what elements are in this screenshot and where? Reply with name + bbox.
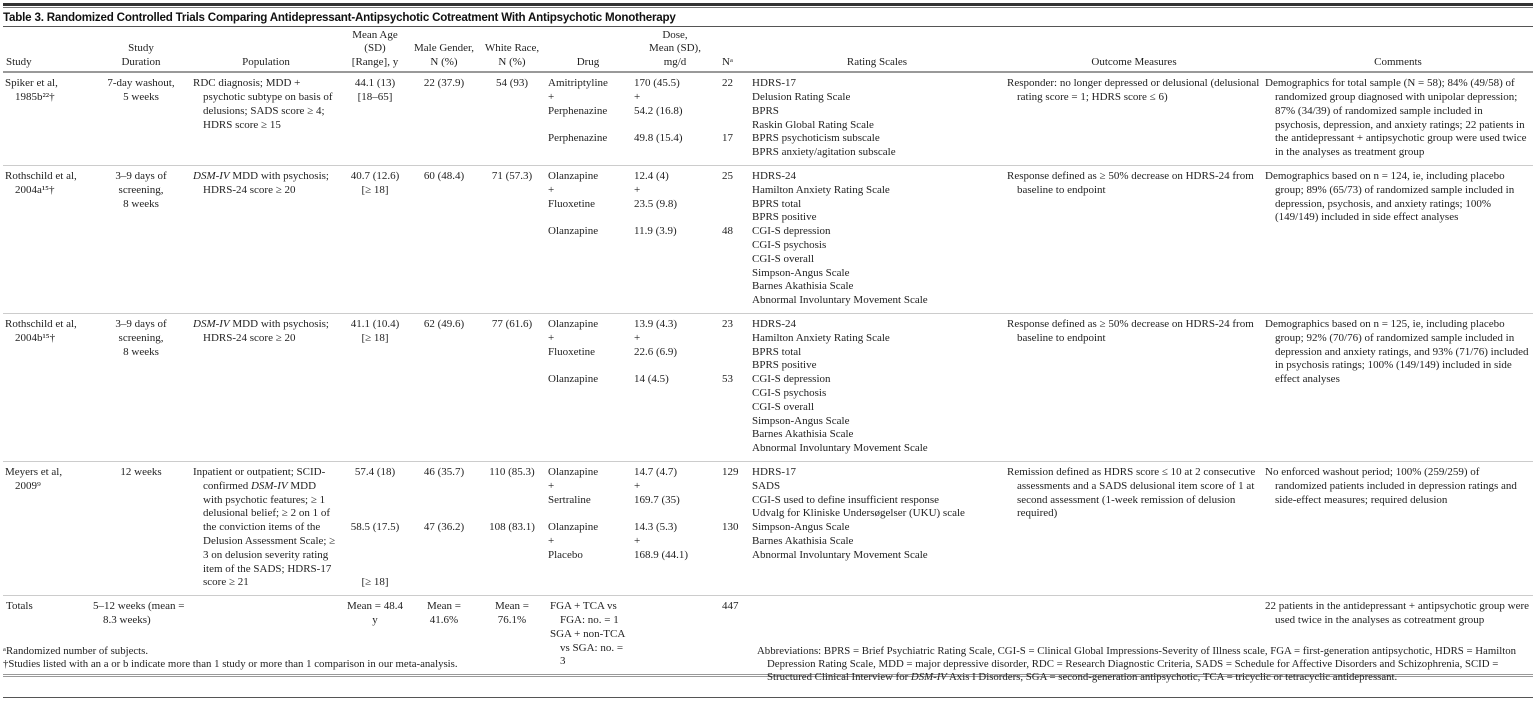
cell-n: 129 130 <box>719 461 749 595</box>
header-outcome: Outcome Measures <box>1005 27 1263 73</box>
abbr-italic: DSM-IV <box>910 671 947 684</box>
header-dose: Dose, Mean (SD), mg/d <box>631 27 719 73</box>
abbr-text: Abbreviations: BPRS = Brief Psychiatric Rating Scale, CGI-S = Clinical Global Impressions-Severity of Illness scale, FGA = first-generation antipsychotic, HDRS = Hamilton Depression Rating Scale, MDD = major depressive disorder, RDC = Research Diagnostic Criteria, SADS = Schedule for Affective Disorders and Schizophrenia, SCID = Structured Clinical Interview for <box>757 645 1517 684</box>
totals-male: Mean = 41.6% <box>409 596 479 676</box>
cell-rating-scales: HDRS-17 SADS CGI-S used to define insufficient response Udvalg for Kliniske Undersøgelser (UKU) scale Simpson-Angus Scale Barnes Akathisia Scale Abnormal Involuntary Movement Scale <box>749 461 1005 595</box>
cell-outcome: Response defined as ≥ 50% decrease on HDRS-24 from baseline to endpoint <box>1005 166 1263 314</box>
cell-rating-scales: HDRS-17 Delusion Rating Scale BPRS Raskin Global Rating Scale BPRS psychoticism subscale BPRS anxiety/agitation subscale <box>749 72 1005 165</box>
totals-drug-comparison: SGA + non-TCA vs SGA: no. = 3 <box>550 627 625 668</box>
cell-population <box>191 166 341 314</box>
header-rating: Rating Scales <box>749 27 1005 73</box>
cell-n: 22 17 <box>719 72 749 165</box>
cell-white-race: 110 (85.3) 108 (83.1) <box>479 461 545 595</box>
cell-comments: No enforced washout period; 100% (259/259) of randomized patients included in depression ratings and side-effect measures; required delusion <box>1263 461 1533 595</box>
cell-outcome: Responder: no longer depressed or delusional (delusional rating score = 1; HDRS score ≤ 6) <box>1005 72 1263 165</box>
cell-study: Meyers et al, 2009⁹ <box>3 461 91 595</box>
footnotes-left <box>3 645 743 671</box>
cell-population <box>191 72 341 165</box>
header-duration: Study Duration <box>91 27 191 73</box>
header-comments: Comments <box>1263 27 1533 73</box>
cell-mean-age: 44.1 (13) [18–65] <box>341 72 409 165</box>
header-drug: Drug <box>545 27 631 73</box>
population-italic: DSM-IV <box>250 479 288 492</box>
cell-white-race: 77 (61.6) <box>479 313 545 461</box>
cell-outcome: Remission defined as HDRS score ≤ 10 at 2 consecutive assessments and a SADS delusional item score of 1 at second assessment (1-week remission of delusion required) <box>1005 461 1263 595</box>
population-italic: DSM-IV <box>193 317 230 330</box>
top-rule <box>3 3 1533 6</box>
cell-rating-scales: HDRS-24 Hamilton Anxiety Rating Scale BPRS total BPRS positive CGI-S depression CGI-S psychosis CGI-S overall Simpson-Angus Scale Barnes Akathisia Scale Abnormal Involuntary Movement Scale <box>749 313 1005 461</box>
cell-drug: Amitriptyline + Perphenazine Perphenazine <box>545 72 631 165</box>
footnote-a: ᵃRandomized number of subjects. <box>3 645 149 657</box>
population-italic: DSM-IV <box>193 170 230 182</box>
totals-duration: 5–12 weeks (mean = 8.3 weeks) <box>91 596 191 676</box>
cell-drug: Olanzapine + Fluoxetine Olanzapine <box>545 313 631 461</box>
abbreviations <box>757 645 1536 685</box>
cell-comments: Demographics for total sample (N = 58); 84% (49/58) of randomized group diagnosed with unipolar depression; 87% (34/39) of randomized sample included in psychosis, depression, and anxiety ratings; 22 patients in the antidepressant + antipsychotic group were used twice in the analyses as treatment group <box>1263 72 1533 165</box>
cell-population <box>191 313 341 461</box>
cell-duration: 12 weeks <box>91 461 191 595</box>
table-title: Table 3. Randomized Controlled Trials Comparing Antidepressant-Antipsychotic Cotreatment With Antipsychotic Monotherapy <box>3 11 676 24</box>
population-text-end: MDD with psychosis; HDRS-24 score ≥ 20 <box>203 170 329 196</box>
table-row <box>3 313 1533 461</box>
totals-label: Totals <box>3 596 91 676</box>
header-study: Study <box>3 27 91 73</box>
cell-dose: 13.9 (4.3) + 22.6 (6.9) 14 (4.5) <box>631 313 719 461</box>
totals-mean-age: Mean = 48.4 y <box>341 596 409 676</box>
cell-drug: Olanzapine + Fluoxetine Olanzapine <box>545 166 631 314</box>
population-text-end: MDD with psychosis; HDRS-24 score ≥ 20 <box>203 317 329 344</box>
bottom-rule <box>3 697 1533 698</box>
cell-dose: 12.4 (4) + 23.5 (9.8) 11.9 (3.9) <box>631 166 719 314</box>
cell-dose: 170 (45.5) + 54.2 (16.8) 49.8 (15.4) <box>631 72 719 165</box>
cell-rating-scales: HDRS-24 Hamilton Anxiety Rating Scale BPRS total BPRS positive CGI-S depression CGI-S psychosis CGI-S overall Simpson-Angus Scale Barnes Akathisia Scale Abnormal Involuntary Movement Scale <box>749 166 1005 314</box>
cell-duration: 7-day washout, 5 weeks <box>91 72 191 165</box>
totals-n: 447 <box>719 596 749 676</box>
cell-mean-age: 41.1 (10.4) [≥ 18] <box>341 313 409 461</box>
cell-duration: 3–9 days of screening, 8 weeks <box>91 166 191 314</box>
cell-male-gender: 60 (48.4) <box>409 166 479 314</box>
cell-n: 25 48 <box>719 166 749 314</box>
cell-male-gender: 22 (37.9) <box>409 72 479 165</box>
table-container <box>3 2 1533 677</box>
cell-white-race: 54 (93) <box>479 72 545 165</box>
cell-outcome: Response defined as ≥ 50% decrease on HDRS-24 from baseline to endpoint <box>1005 313 1263 461</box>
trials-table <box>3 26 1533 677</box>
population-text: Inpatient or outpatient; SCID-confirmed <box>193 465 326 492</box>
cell-male-gender: 62 (49.6) <box>409 313 479 461</box>
cell-male-gender: 46 (35.7) 47 (36.2) <box>409 461 479 595</box>
cell-white-race: 71 (57.3) <box>479 166 545 314</box>
header-n: Nᵃ <box>719 27 749 73</box>
cell-drug: Olanzapine + Sertraline Olanzapine + Placebo <box>545 461 631 595</box>
cell-comments: Demographics based on n = 125, ie, including placebo group; 92% (70/76) of randomized sample included in depression and anxiety ratings, and 93% (71/76) included in psychosis ratings; 100% (149/149) included in side effect analyses <box>1263 313 1533 461</box>
table-row <box>3 72 1533 165</box>
cell-mean-age: 57.4 (18) 58.5 (17.5) [≥ 18] <box>341 461 409 595</box>
cell-mean-age: 40.7 (12.6) [≥ 18] <box>341 166 409 314</box>
cell-dose: 14.7 (4.7) + 169.7 (35) 14.3 (5.3) + 168.9 (44.1) <box>631 461 719 595</box>
header-population: Population <box>191 27 341 73</box>
cell-population <box>191 461 341 595</box>
header-male: Male Gender, N (%) <box>409 27 479 73</box>
table-row <box>3 166 1533 314</box>
cell-study: Rothschild et al, 2004b¹⁵† <box>3 313 91 461</box>
table-row <box>3 461 1533 595</box>
abbr-text-end: Axis I Disorders, SGA = second-generation antipsychotic, TCA = tricyclic or tetracyclic antidepressant. <box>946 671 1398 684</box>
population-text-end: MDD with psychotic features; ≥ 1 delusional belief; ≥ 2 on 1 of the conviction items of the Delusion Assessment Scale; ≥ 3 on delusion severity rating item of the SADS; HDRS-17 score ≥ 21 <box>203 479 336 589</box>
cell-study: Rothschild et al, 2004a¹⁵† <box>3 166 91 314</box>
totals-comments: 22 patients in the antidepressant + antipsychotic group were used twice in the analyses as cotreatment group <box>1263 596 1533 676</box>
cell-duration: 3–9 days of screening, 8 weeks <box>91 313 191 461</box>
population-text: RDC diagnosis; MDD + psychotic subtype on basis of delusions; SADS score ≥ 4; HDRS score ≥ 15 <box>193 77 333 131</box>
cell-study: Spiker et al, 1985b²²† <box>3 72 91 165</box>
cell-n: 23 53 <box>719 313 749 461</box>
footnote-dagger: †Studies listed with an a or b indicate more than 1 study or more than 1 comparison in our meta-analysis. <box>3 658 458 671</box>
header-white: White Race, N (%) <box>479 27 545 73</box>
totals-white: Mean = 76.1% <box>479 596 545 676</box>
header-row <box>3 27 1533 73</box>
cell-comments: Demographics based on n = 124, ie, including placebo group; 89% (65/73) of randomized sample included in depression, psychosis, and anxiety ratings; 100% (149/149) included in side effect analyses <box>1263 166 1533 314</box>
totals-drug-comparison: FGA + TCA vs FGA: no. = 1 <box>550 600 619 626</box>
header-age: Mean Age (SD) [Range], y <box>341 27 409 73</box>
